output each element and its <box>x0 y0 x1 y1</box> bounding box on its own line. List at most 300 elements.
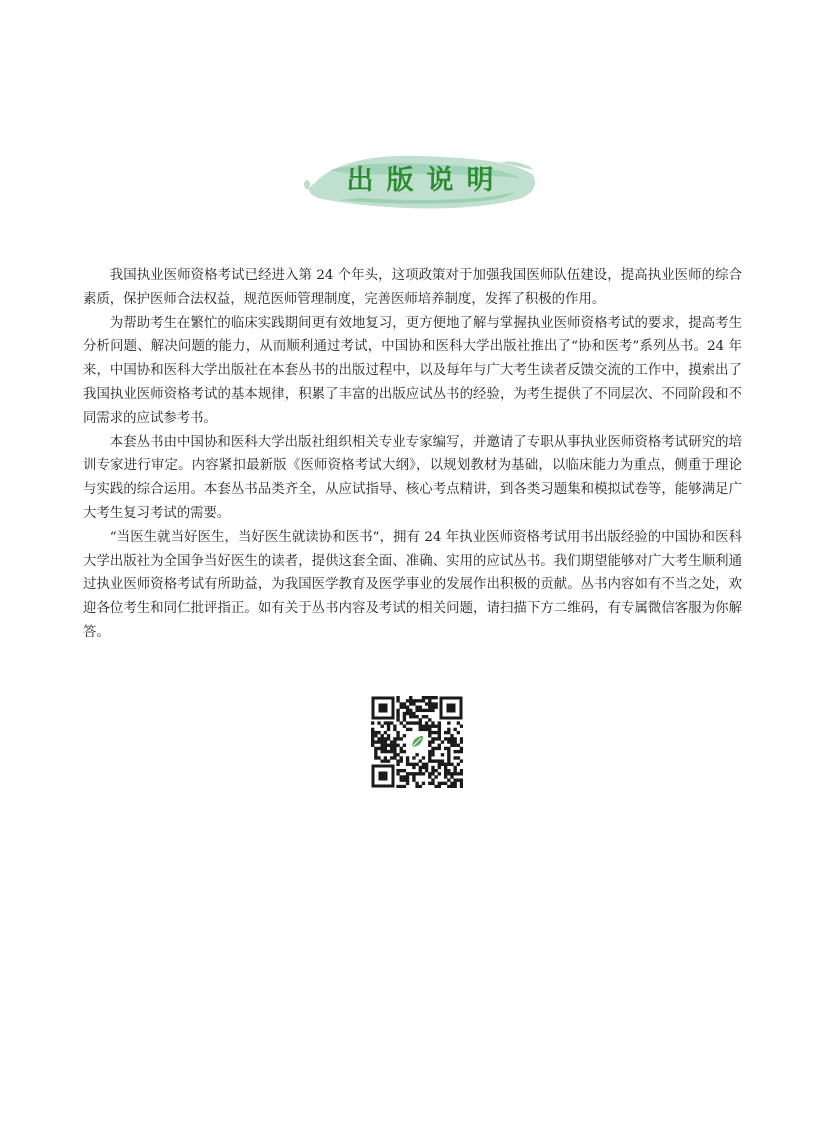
qr-module <box>400 702 403 705</box>
qr-module <box>431 753 434 756</box>
qr-module <box>431 725 434 728</box>
qr-module <box>409 699 412 702</box>
qr-module <box>450 737 453 740</box>
qr-module <box>431 769 434 772</box>
qr-module <box>453 769 456 772</box>
qr-module <box>447 721 450 724</box>
qr-module <box>422 699 425 702</box>
qr-module <box>444 772 447 775</box>
qr-module <box>371 737 374 740</box>
qr-module <box>412 702 415 705</box>
qr-module <box>403 725 406 728</box>
qr-module <box>460 785 463 788</box>
qr-module <box>431 702 434 705</box>
qr-module <box>406 706 409 709</box>
leaf-logo-icon <box>409 734 425 750</box>
qr-module <box>396 696 399 699</box>
qr-module <box>406 728 409 731</box>
qr-module <box>371 734 374 737</box>
qr-module <box>447 740 450 743</box>
qr-module <box>415 706 418 709</box>
qr-module <box>412 756 415 759</box>
qr-module <box>409 715 412 718</box>
qr-module <box>409 712 412 715</box>
qr-module <box>425 769 428 772</box>
qr-module <box>428 782 431 785</box>
qr-module <box>428 772 431 775</box>
qr-module <box>428 740 431 743</box>
qr-module <box>371 744 374 747</box>
qr-module <box>447 778 450 781</box>
qr-module <box>419 759 422 762</box>
qr-module <box>403 706 406 709</box>
qr-module <box>457 763 460 766</box>
qr-module <box>384 721 387 724</box>
qr-module <box>403 778 406 781</box>
qr-module <box>381 747 384 750</box>
paragraph-3: 本套丛书由中国协和医科大学出版社组织相关专业专家编写，并邀请了专职从事执业医师资格考试研究的培训专家进行审定。内容紧扣最新版《医师资格考试大纲》，以规划教材为基础，以临床能力为重点，侧重于理论与实践的综合运用。本套丛书品类齐全，从应试指导、核心考点精讲，到各类习题集和模拟试卷等，能够满足广大考生复习考试的需要。 <box>83 434 742 521</box>
qr-module <box>403 702 406 705</box>
qr-module <box>453 728 456 731</box>
qr-module <box>422 766 425 769</box>
qr-module <box>453 766 456 769</box>
qr-module <box>419 766 422 769</box>
qr-module <box>371 728 374 731</box>
qr-module <box>438 725 441 728</box>
qr-module <box>415 785 418 788</box>
qr-module <box>381 734 384 737</box>
qr-module <box>447 747 450 750</box>
qr-module <box>460 759 463 762</box>
qr-module <box>381 750 384 753</box>
qr-module <box>400 785 403 788</box>
qr-module <box>419 699 422 702</box>
qr-module <box>419 728 422 731</box>
qr-module <box>400 706 403 709</box>
qr-module <box>425 709 428 712</box>
qr-module <box>377 740 380 743</box>
qr-module <box>453 744 456 747</box>
qr-module <box>434 696 437 699</box>
qr-module <box>425 728 428 731</box>
qr-module <box>412 715 415 718</box>
qr-module <box>403 750 406 753</box>
qr-module <box>419 772 422 775</box>
qr-module <box>460 747 463 750</box>
qr-module <box>406 782 409 785</box>
qr-module <box>438 772 441 775</box>
qr-module <box>384 737 387 740</box>
qr-module <box>396 715 399 718</box>
qr-module <box>396 718 399 721</box>
qr-module <box>384 744 387 747</box>
qr-module <box>447 769 450 772</box>
qr-module <box>431 782 434 785</box>
qr-module <box>447 785 450 788</box>
qr-module <box>422 763 425 766</box>
qr-module <box>444 782 447 785</box>
qr-module <box>384 759 387 762</box>
qr-module <box>447 753 450 756</box>
qr-module <box>447 759 450 762</box>
qr-module <box>431 731 434 734</box>
qr-module <box>447 728 450 731</box>
qr-module <box>422 709 425 712</box>
qr-module <box>422 728 425 731</box>
qr-module <box>387 759 390 762</box>
qr-module <box>431 740 434 743</box>
qr-module <box>419 706 422 709</box>
qr-module <box>406 772 409 775</box>
qr-module <box>409 696 412 699</box>
qr-module <box>438 747 441 750</box>
qr-module <box>428 750 431 753</box>
qr-module <box>444 763 447 766</box>
qr-module <box>450 740 453 743</box>
qr-module <box>403 712 406 715</box>
qr-module <box>444 769 447 772</box>
qr-module <box>403 769 406 772</box>
qr-module <box>415 709 418 712</box>
qr-module <box>431 747 434 750</box>
qr-module <box>396 769 399 772</box>
qr-module <box>412 766 415 769</box>
qr-module <box>374 731 377 734</box>
qr-module <box>387 728 390 731</box>
qr-module <box>393 753 396 756</box>
qr-module <box>396 712 399 715</box>
qr-module <box>393 744 396 747</box>
qr-module <box>422 715 425 718</box>
qr-module <box>406 778 409 781</box>
paragraph-1: 我国执业医师资格考试已经进入第 24 个年头，这项政策对于加强我国医师队伍建设，提高执业医师的综合素质，保护医师合法权益，规范医师管理制度，完善医师培养制度，发挥了积极的作用。 <box>83 268 742 307</box>
qr-module <box>374 734 377 737</box>
qr-module <box>384 756 387 759</box>
qr-module <box>396 753 399 756</box>
qr-module <box>419 785 422 788</box>
qr-module <box>450 782 453 785</box>
qr-module <box>453 785 456 788</box>
qr-module <box>428 702 431 705</box>
qr-module <box>371 731 374 734</box>
qr-module <box>419 725 422 728</box>
qr-module <box>377 737 380 740</box>
qr-module <box>447 750 450 753</box>
qr-module <box>396 731 399 734</box>
qr-module <box>457 778 460 781</box>
qr-module <box>447 763 450 766</box>
qr-module <box>387 744 390 747</box>
qr-module <box>441 782 444 785</box>
qr-module <box>393 740 396 743</box>
qr-module <box>400 775 403 778</box>
qr-module <box>415 772 418 775</box>
qr-module <box>450 734 453 737</box>
qr-module <box>412 712 415 715</box>
qr-module <box>434 737 437 740</box>
qr-module <box>390 756 393 759</box>
qr-module <box>409 772 412 775</box>
qr-module <box>419 718 422 721</box>
qr-module <box>425 721 428 724</box>
qr-module <box>374 753 377 756</box>
qr-module <box>447 772 450 775</box>
qr-module <box>400 778 403 781</box>
qr-module <box>453 756 456 759</box>
qr-module <box>406 721 409 724</box>
qr-module <box>438 766 441 769</box>
qr-module <box>457 744 460 747</box>
qr-module <box>434 731 437 734</box>
preface-body <box>83 264 742 645</box>
qr-module <box>384 747 387 750</box>
qr-module <box>409 728 412 731</box>
qr-module <box>438 782 441 785</box>
qr-module <box>400 769 403 772</box>
qr-module <box>377 731 380 734</box>
qr-module <box>393 737 396 740</box>
qr-module <box>460 725 463 728</box>
page-title: 出版说明 <box>346 165 507 196</box>
qr-module <box>434 706 437 709</box>
qr-module <box>393 750 396 753</box>
qr-module <box>441 759 444 762</box>
qr-module <box>403 775 406 778</box>
qr-module <box>444 775 447 778</box>
qr-module <box>444 731 447 734</box>
qr-module <box>400 756 403 759</box>
qr-module <box>403 715 406 718</box>
qr-module <box>403 785 406 788</box>
qr-module <box>441 753 444 756</box>
qr-module <box>390 721 393 724</box>
qr-module <box>428 734 431 737</box>
qr-module <box>428 699 431 702</box>
qr-module <box>434 775 437 778</box>
qr-module <box>460 772 463 775</box>
qr-module <box>453 740 456 743</box>
qr-module <box>400 750 403 753</box>
qr-module <box>384 740 387 743</box>
qr-module <box>393 725 396 728</box>
qr-module <box>441 763 444 766</box>
qr-module <box>434 747 437 750</box>
qr-module <box>460 737 463 740</box>
qr-module <box>453 778 456 781</box>
qr-module <box>371 721 374 724</box>
qr-module <box>412 763 415 766</box>
qr-code-icon <box>371 696 463 788</box>
qr-module <box>381 725 384 728</box>
qr-module <box>377 747 380 750</box>
qr-module <box>431 709 434 712</box>
qr-module <box>450 785 453 788</box>
qr-module <box>438 734 441 737</box>
qr-module <box>387 725 390 728</box>
qr-module <box>428 728 431 731</box>
qr-module <box>422 772 425 775</box>
qr-module <box>377 721 380 724</box>
paragraph-4: “当医生就当好医生，当好医生就读协和医书”，拥有 24 年执业医师资格考试用书出版经验的中国协和医科大学出版社为全国争当好医生的读者，提供这套全面、准确、实用的应试丛书。我们期望能够对广大考生顺利通过执业医师资格考试有所助益，为我国医学教育及医学事业的发展作出积极的贡献。丛书内容如有不当之处，欢迎各位考生和同仁批评指正。如有关于丛书内容及考试的相关问题，请扫描下方二维码，有专属微信客服为你解答。 <box>83 529 742 640</box>
qr-module <box>406 775 409 778</box>
qr-module <box>457 772 460 775</box>
qr-module <box>431 696 434 699</box>
qr-module <box>371 740 374 743</box>
qr-module <box>425 715 428 718</box>
qr-module <box>406 756 409 759</box>
qr-module <box>460 750 463 753</box>
qr-module <box>390 750 393 753</box>
qr-module <box>460 778 463 781</box>
qr-module <box>409 702 412 705</box>
paragraph-2: 为帮助考生在繁忙的临床实践期间更有效地复习，更方便地了解与掌握执业医师资格考试的要求，提高考生分析问题、解决问题的能力，从而顺利通过考试，中国协和医科大学出版社推出了“协和医考”系列丛书。24 年来，中国协和医科大学出版社在本套丛书的出版过程中，以及每年与广大考生读者反馈交流的工作中，摸索出了我国执业医师资格考试的基本规律，积累了丰富的出版应试丛书的经验，为考生提供了不同层次、不同阶段和不同需求的应试参考书。 <box>83 315 742 426</box>
qr-module <box>434 769 437 772</box>
qr-module <box>390 740 393 743</box>
qr-module <box>431 772 434 775</box>
qr-module <box>381 759 384 762</box>
qr-module <box>438 721 441 724</box>
qr-module <box>403 734 406 737</box>
qr-module <box>431 737 434 740</box>
qr-module <box>381 744 384 747</box>
qr-module <box>393 728 396 731</box>
qr-module <box>434 759 437 762</box>
qr-module <box>428 706 431 709</box>
qr-module <box>438 759 441 762</box>
qr-module <box>460 740 463 743</box>
qr-module <box>425 725 428 728</box>
qr-module <box>453 750 456 753</box>
qr-module <box>396 699 399 702</box>
qr-module <box>428 725 431 728</box>
qr-module <box>387 737 390 740</box>
qr-module <box>434 785 437 788</box>
qr-module <box>406 712 409 715</box>
qr-module <box>400 747 403 750</box>
qr-module <box>460 782 463 785</box>
qr-module <box>457 731 460 734</box>
qr-module <box>425 696 428 699</box>
qr-module <box>450 775 453 778</box>
qr-module <box>400 721 403 724</box>
qr-module <box>403 744 406 747</box>
qr-module <box>374 750 377 753</box>
qr-module <box>447 756 450 759</box>
qr-module <box>431 706 434 709</box>
qr-module <box>406 699 409 702</box>
qr-module <box>457 721 460 724</box>
qr-module <box>434 702 437 705</box>
qr-module <box>412 721 415 724</box>
qr-module <box>406 763 409 766</box>
qr-module <box>447 731 450 734</box>
qr-module <box>396 785 399 788</box>
title-banner <box>300 140 540 220</box>
qr-module <box>415 782 418 785</box>
qr-module <box>384 750 387 753</box>
qr-module <box>419 769 422 772</box>
qr-module <box>374 756 377 759</box>
qr-module <box>422 756 425 759</box>
qr-module <box>450 772 453 775</box>
qr-module <box>393 756 396 759</box>
qr-module <box>396 734 399 737</box>
qr-module <box>415 753 418 756</box>
qr-module <box>425 766 428 769</box>
qr-module <box>381 740 384 743</box>
qr-module <box>374 740 377 743</box>
qr-module <box>460 769 463 772</box>
qr-module <box>412 778 415 781</box>
qr-module <box>438 737 441 740</box>
qr-module <box>447 737 450 740</box>
qr-module <box>396 744 399 747</box>
qr-module <box>428 753 431 756</box>
qr-module <box>428 756 431 759</box>
qr-module <box>428 718 431 721</box>
qr-module <box>453 737 456 740</box>
qr-module <box>438 728 441 731</box>
qr-module <box>390 747 393 750</box>
qr-module <box>450 763 453 766</box>
qr-module <box>396 737 399 740</box>
qr-module <box>396 772 399 775</box>
qr-module <box>422 782 425 785</box>
qr-module <box>431 759 434 762</box>
qr-module <box>412 775 415 778</box>
qr-module <box>453 772 456 775</box>
qr-module <box>438 744 441 747</box>
qr-module <box>406 759 409 762</box>
qr-module <box>415 715 418 718</box>
qr-module <box>396 759 399 762</box>
qr-module <box>406 709 409 712</box>
qr-module <box>431 750 434 753</box>
qr-module <box>444 737 447 740</box>
qr-module <box>428 731 431 734</box>
qr-module <box>390 744 393 747</box>
qr-module <box>393 747 396 750</box>
qr-module <box>419 721 422 724</box>
qr-module <box>412 699 415 702</box>
qr-module <box>400 737 403 740</box>
qr-module <box>377 756 380 759</box>
qr-module <box>425 702 428 705</box>
qr-module <box>428 775 431 778</box>
qr-module <box>412 772 415 775</box>
qr-module <box>409 763 412 766</box>
qr-module <box>387 734 390 737</box>
qr-module <box>428 744 431 747</box>
qr-module <box>409 709 412 712</box>
qr-module <box>438 763 441 766</box>
qr-module <box>422 696 425 699</box>
qr-module <box>457 756 460 759</box>
qr-module <box>387 721 390 724</box>
qr-module <box>400 759 403 762</box>
qr-module <box>441 740 444 743</box>
qr-module <box>419 709 422 712</box>
qr-module <box>428 696 431 699</box>
qr-module <box>396 763 399 766</box>
qr-module <box>415 721 418 724</box>
qr-module <box>434 725 437 728</box>
qr-module <box>453 782 456 785</box>
qr-module <box>384 731 387 734</box>
qr-module <box>444 766 447 769</box>
qr-module <box>396 709 399 712</box>
qr-module <box>457 750 460 753</box>
